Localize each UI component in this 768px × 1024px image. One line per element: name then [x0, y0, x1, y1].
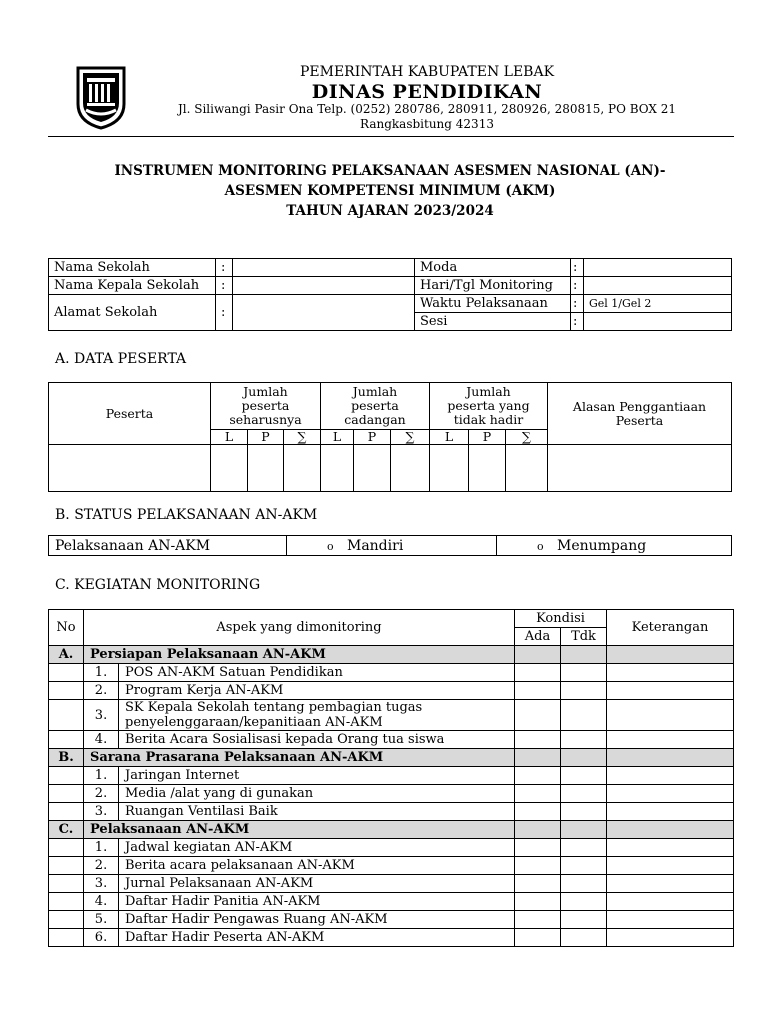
item-number: 3. [84, 875, 119, 893]
label-hari: Hari/Tgl Monitoring [415, 277, 571, 295]
item-text: Daftar Hadir Panitia AN-AKM [125, 894, 321, 909]
cell-keterangan[interactable] [607, 700, 734, 731]
radio-icon[interactable]: o [327, 539, 334, 553]
group-letter: C. [49, 821, 84, 839]
cell-tdk[interactable] [561, 664, 607, 682]
table-row [49, 731, 734, 749]
school-info-table [48, 258, 732, 331]
header-alasan: Alasan Penggantiaan Peserta [548, 383, 732, 445]
cell-keterangan[interactable] [607, 875, 734, 893]
status-label: Pelaksanaan AN-AKM [49, 536, 287, 556]
item-number: 3. [84, 700, 119, 731]
cell-no [49, 731, 84, 749]
item-aspek [119, 767, 515, 785]
title-line2: ASESMEN KOMPETENSI MINIMUM (AKM) [224, 183, 556, 199]
table-row [49, 839, 734, 857]
header-keterangan: Keterangan [607, 610, 734, 646]
cell-no [49, 875, 84, 893]
cell-ada[interactable] [515, 682, 561, 700]
section-a-title: A. DATA PESERTA [55, 351, 187, 367]
label-sesi: Sesi [415, 313, 571, 331]
title-line1: INSTRUMEN MONITORING PELAKSANAAN ASESMEN NASIONAL (AN)- [114, 163, 666, 179]
header-address: Jl. Siliwangi Pasir Ona Telp. (0252) 280786, 280911, 280926, 280815, PO BOX 21 [177, 102, 677, 116]
group-title: Persiapan Pelaksanaan AN-AKM [84, 646, 515, 664]
option-mandiri[interactable] [287, 536, 497, 556]
table-row [49, 682, 734, 700]
header-peserta: Peserta [49, 383, 211, 445]
colon: : [216, 295, 233, 331]
option-mandiri-label: Mandiri [346, 537, 404, 554]
value-gel[interactable]: Gel 1/Gel 2 [584, 295, 732, 313]
item-number: 6. [84, 929, 119, 947]
section-b-title: B. STATUS PELAKSANAAN AN-AKM [55, 507, 318, 523]
group-title: Pelaksanaan AN-AKM [84, 821, 515, 839]
cell-keterangan[interactable] [607, 803, 734, 821]
input-hari[interactable] [584, 277, 732, 295]
label-alamat: Alamat Sekolah [49, 295, 216, 331]
header-seharusnya: Jumlah peserta seharusnya [211, 383, 321, 430]
colon: : [571, 295, 584, 313]
cell-ada [515, 821, 561, 839]
group-row [49, 749, 734, 767]
input-alamat[interactable] [233, 295, 415, 331]
header-gov: PEMERINTAH KABUPATEN LEBAK [299, 64, 555, 80]
cell-no [49, 803, 84, 821]
cell-ada[interactable] [515, 893, 561, 911]
item-text: Program Kerja AN-AKM [125, 683, 284, 698]
cell-tdk[interactable] [561, 875, 607, 893]
cell-keterangan[interactable] [607, 857, 734, 875]
label-moda: Moda [415, 259, 571, 277]
option-menumpang-label: Menumpang [556, 537, 647, 554]
group-title: Sarana Prasarana Pelaksanaan AN-AKM [84, 749, 515, 767]
item-aspek [119, 731, 515, 749]
cell-no [49, 664, 84, 682]
cell-peserta[interactable] [49, 445, 211, 492]
label-nama-sekolah: Nama Sekolah [49, 259, 216, 277]
item-text: Jurnal Pelaksanaan AN-AKM [125, 876, 314, 891]
item-number: 2. [84, 857, 119, 875]
group-row [49, 646, 734, 664]
item-aspek [119, 682, 515, 700]
item-aspek [119, 929, 515, 947]
item-aspek [119, 785, 515, 803]
colon: : [571, 313, 584, 331]
item-text: Berita acara pelaksanaan AN-AKM [125, 858, 355, 873]
table-row [49, 664, 734, 682]
sub-sum: ∑ [284, 430, 321, 445]
label-waktu: Waktu Pelaksanaan [415, 295, 571, 313]
table-row [49, 767, 734, 785]
logo [74, 64, 128, 130]
header-kondisi: Kondisi [515, 610, 607, 628]
sub-p: P [248, 430, 284, 445]
header-ada: Ada [515, 628, 561, 646]
cell-ada[interactable] [515, 911, 561, 929]
item-number: 5. [84, 911, 119, 929]
sub-l: L [430, 430, 469, 445]
header-cadangan: Jumlah peserta cadangan [321, 383, 430, 430]
colon: : [216, 277, 233, 295]
cell-input[interactable] [284, 445, 321, 492]
group-letter: A. [49, 646, 84, 664]
cell-keterangan[interactable] [607, 731, 734, 749]
header-office: DINAS PENDIDIKAN [311, 81, 543, 103]
cell-keterangan [607, 646, 734, 664]
item-aspek [119, 857, 515, 875]
cell-input[interactable] [354, 445, 391, 492]
sub-sum: ∑ [506, 430, 548, 445]
colon: : [571, 277, 584, 295]
cell-no [49, 700, 84, 731]
cell-keterangan[interactable] [607, 893, 734, 911]
cell-ada[interactable] [515, 857, 561, 875]
cell-input[interactable] [469, 445, 506, 492]
cell-no [49, 893, 84, 911]
cell-tdk[interactable] [561, 785, 607, 803]
header-city: Rangkasbitung 42313 [360, 117, 494, 131]
cell-input[interactable] [506, 445, 548, 492]
item-text: SK Kepala Sekolah tentang pembagian tugas [125, 700, 423, 715]
sub-p: P [354, 430, 391, 445]
input-nama-sekolah[interactable] [233, 259, 415, 277]
item-number: 2. [84, 682, 119, 700]
cell-input[interactable] [248, 445, 284, 492]
cell-input[interactable] [321, 445, 354, 492]
cell-tdk [561, 821, 607, 839]
table-row [49, 893, 734, 911]
item-text-cont: penyelenggaraan/kepanitiaan AN-AKM [125, 715, 383, 730]
input-moda[interactable] [584, 259, 732, 277]
table-row [49, 911, 734, 929]
cell-keterangan[interactable] [607, 664, 734, 682]
item-text: Berita Acara Sosialisasi kepada Orang tua siswa [125, 732, 445, 747]
item-text: Ruangan Ventilasi Baik [125, 804, 278, 819]
cell-ada[interactable] [515, 839, 561, 857]
cell-keterangan[interactable] [607, 785, 734, 803]
item-aspek [119, 911, 515, 929]
cell-tdk[interactable] [561, 911, 607, 929]
input-sesi[interactable] [584, 313, 732, 331]
sub-sum: ∑ [391, 430, 430, 445]
cell-tdk[interactable] [561, 682, 607, 700]
header-tdk: Tdk [561, 628, 607, 646]
cell-ada [515, 646, 561, 664]
item-aspek [119, 875, 515, 893]
cell-keterangan[interactable] [607, 839, 734, 857]
cell-tdk [561, 749, 607, 767]
cell-ada[interactable] [515, 700, 561, 731]
sub-l: L [211, 430, 248, 445]
item-number: 1. [84, 839, 119, 857]
table-row [49, 857, 734, 875]
item-number: 4. [84, 731, 119, 749]
header-no: No [49, 610, 84, 646]
header-aspek: Aspek yang dimonitoring [84, 610, 515, 646]
cell-alasan[interactable] [548, 445, 732, 492]
sub-l: L [321, 430, 354, 445]
item-number: 3. [84, 803, 119, 821]
cell-ada[interactable] [515, 731, 561, 749]
cell-tdk[interactable] [561, 893, 607, 911]
item-number: 2. [84, 785, 119, 803]
cell-no [49, 911, 84, 929]
data-peserta-table [48, 382, 732, 492]
cell-no [49, 767, 84, 785]
cell-tdk[interactable] [561, 857, 607, 875]
item-text: POS AN-AKM Satuan Pendidikan [125, 665, 343, 680]
cell-no [49, 857, 84, 875]
item-text: Daftar Hadir Peserta AN-AKM [125, 930, 325, 945]
table-row [49, 929, 734, 947]
item-aspek [119, 893, 515, 911]
cell-keterangan [607, 821, 734, 839]
colon: : [216, 259, 233, 277]
cell-ada[interactable] [515, 875, 561, 893]
cell-keterangan[interactable] [607, 929, 734, 947]
monitoring-table [48, 609, 734, 947]
item-text: Media /alat yang di gunakan [125, 786, 314, 801]
cell-tdk[interactable] [561, 731, 607, 749]
cell-no [49, 682, 84, 700]
item-number: 1. [84, 664, 119, 682]
section-c-title: C. KEGIATAN MONITORING [55, 577, 261, 593]
item-number: 4. [84, 893, 119, 911]
item-aspek [119, 700, 515, 731]
title-line3: TAHUN AJARAN 2023/2024 [286, 203, 494, 219]
colon: : [571, 259, 584, 277]
item-aspek [119, 839, 515, 857]
cell-no [49, 785, 84, 803]
cell-input[interactable] [391, 445, 430, 492]
cell-ada[interactable] [515, 664, 561, 682]
cell-tdk[interactable] [561, 803, 607, 821]
cell-ada[interactable] [515, 785, 561, 803]
cell-no [49, 929, 84, 947]
cell-tdk[interactable] [561, 700, 607, 731]
item-text: Daftar Hadir Pengawas Ruang AN-AKM [125, 912, 388, 927]
header-tidak-hadir: Jumlah peserta yang tidak hadir [430, 383, 548, 430]
cell-tdk[interactable] [561, 767, 607, 785]
input-nama-kepala[interactable] [233, 277, 415, 295]
cell-tdk[interactable] [561, 929, 607, 947]
item-number: 1. [84, 767, 119, 785]
status-table [48, 535, 732, 556]
radio-icon[interactable]: o [537, 539, 544, 553]
cell-ada[interactable] [515, 767, 561, 785]
item-aspek [119, 803, 515, 821]
cell-no [49, 839, 84, 857]
cell-ada[interactable] [515, 929, 561, 947]
cell-keterangan[interactable] [607, 911, 734, 929]
cell-input[interactable] [430, 445, 469, 492]
table-row [49, 785, 734, 803]
option-menumpang[interactable] [497, 536, 732, 556]
cell-ada[interactable] [515, 803, 561, 821]
item-aspek [119, 664, 515, 682]
sub-p: P [469, 430, 506, 445]
table-row [49, 803, 734, 821]
cell-tdk [561, 646, 607, 664]
table-row [49, 875, 734, 893]
item-text: Jaringan Internet [125, 768, 240, 783]
cell-keterangan[interactable] [607, 767, 734, 785]
cell-ada [515, 749, 561, 767]
cell-input[interactable] [211, 445, 248, 492]
cell-keterangan [607, 749, 734, 767]
group-row [49, 821, 734, 839]
group-letter: B. [49, 749, 84, 767]
label-nama-kepala: Nama Kepala Sekolah [49, 277, 216, 295]
table-row [49, 700, 734, 731]
cell-keterangan[interactable] [607, 682, 734, 700]
header-divider [48, 136, 734, 137]
cell-tdk[interactable] [561, 839, 607, 857]
item-text: Jadwal kegiatan AN-AKM [125, 840, 293, 855]
